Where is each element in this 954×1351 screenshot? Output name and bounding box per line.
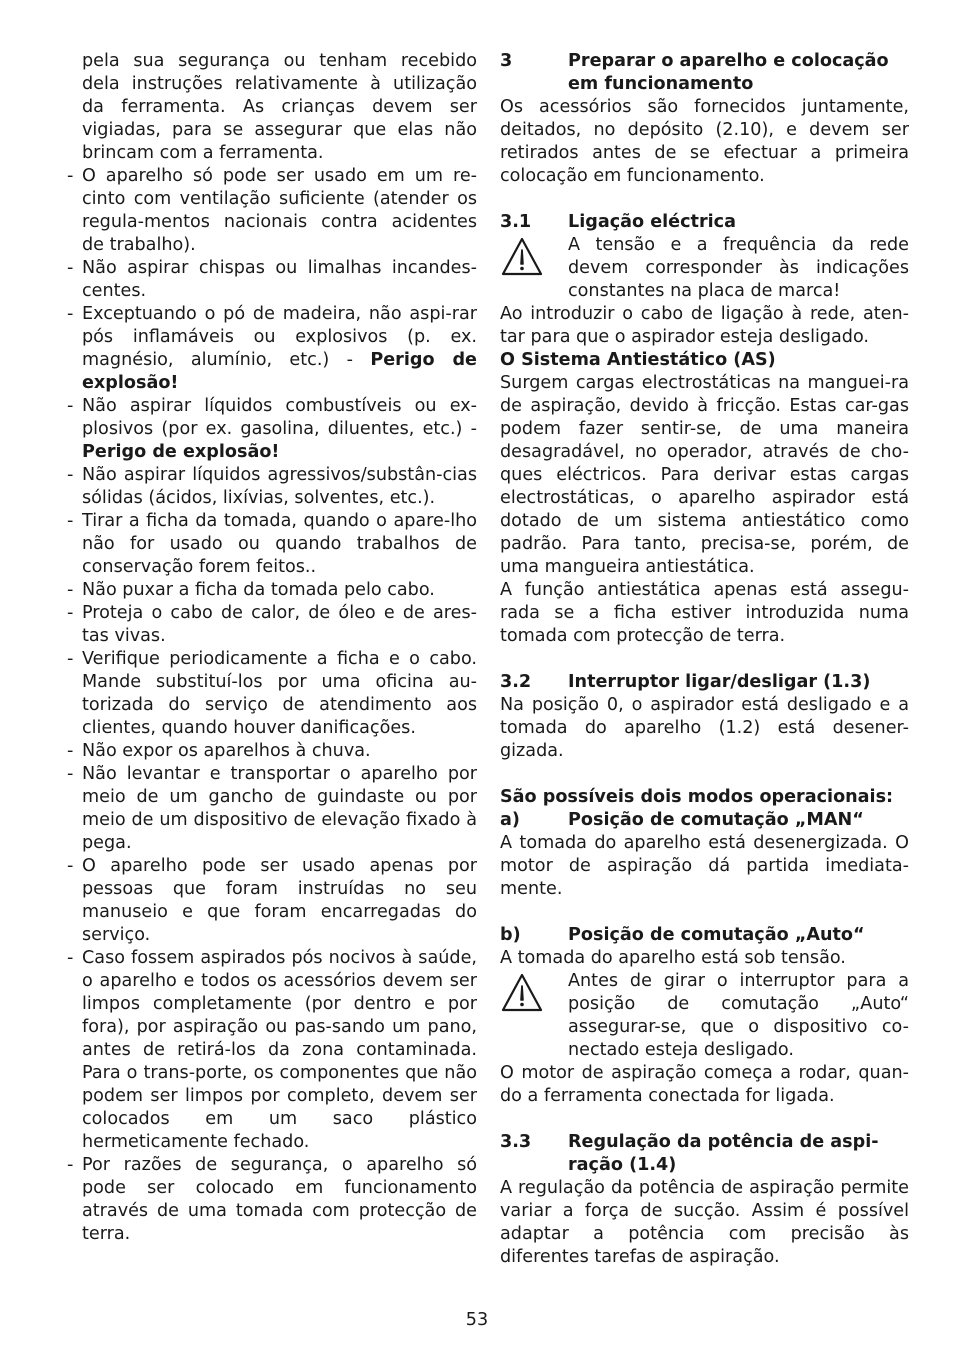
list-item-text: Proteja o cabo de calor, de óleo e de ares-tas vivas. <box>82 603 477 646</box>
list-item-text: Verifique periodicamente a ficha e o cabo. Mande substituí-los por uma oficina au-torizada do serviço de atendimento aos clientes, quando houver danificações. <box>82 649 477 738</box>
list-item <box>67 648 477 740</box>
list-item-text: Caso fossem aspirados pós nocivos à saúde, o aparelho e todos os acessórios devem ser limpos completamente (por dentro e por fora), por aspiração ou pas-sando um pano, antes de retirá-los da zona contaminada. Para o trans-porte, os componentes que não podem ser limpos por completo, devem ser colocados em um saco plástico hermeticamente fechado. <box>82 948 477 1152</box>
mode-a-heading <box>500 809 909 832</box>
list-item-text: Não aspirar chispas ou limalhas incandes-centes. <box>82 258 477 301</box>
section-title: Regulação da potência de aspi-ração (1.4) <box>568 1132 879 1175</box>
list-item-text: Tirar a ficha da tomada, quando o apare-lho não for usado ou quando trabalhos de conservação forem feitos.. <box>82 511 477 577</box>
list-item <box>67 303 477 395</box>
list-item-text: Não expor os aparelhos à chuva. <box>82 741 371 761</box>
warning-block <box>500 234 909 303</box>
list-dash: - <box>67 511 74 531</box>
mode-title: Posição de comutação „MAN“ <box>568 810 864 830</box>
right-column <box>500 50 909 1269</box>
list-dash: - <box>67 1155 74 1175</box>
section-3-3-heading <box>500 1131 909 1177</box>
list-item <box>67 510 477 579</box>
antistatic-body-2: A função antiestática apenas está assegu-rada se a ficha estiver introduzida numa tomada com protecção de terra. <box>500 580 909 646</box>
list-item-text: Não aspirar líquidos combustíveis ou ex-plosivos (por ex. gasolina, diluentes, etc.) - <box>82 396 477 439</box>
section-3-3-body: A regulação da potência de aspiração permite variar a força de sucção. Assim é possível adaptar a potência com precisão às diferentes tarefas de aspiração. <box>500 1178 909 1267</box>
page-number: 53 <box>465 1310 489 1330</box>
list-item <box>67 579 477 602</box>
section-title: Ligação eléctrica <box>568 212 736 232</box>
list-item <box>67 602 477 648</box>
section-number: 3.3 <box>500 1132 532 1152</box>
mode-a-body: A tomada do aparelho está desenergizada. O motor de aspiração dá partida imediata-mente. <box>500 833 909 899</box>
list-item <box>67 855 477 947</box>
list-item-text: Exceptuando o pó de madeira, não aspi-rar pós inflamáveis ou explosivos (p. ex. magnésio, alumínio, etc.) - <box>82 304 477 370</box>
section-3-1-body: Ao introduzir o cabo de ligação à rede, aten-tar para que o aspirador esteja desligado. <box>500 304 909 347</box>
danger-warning: Perigo de explosão! <box>82 350 477 393</box>
list-item-text: Não aspirar líquidos agressivos/substân-cias sólidas (ácidos, lixívias, solventes, etc.). <box>82 465 477 508</box>
list-dash: - <box>67 948 74 968</box>
mode-label: b) <box>500 925 521 945</box>
danger-warning: Perigo de explosão! <box>82 442 280 462</box>
section-3-1-heading <box>500 211 909 234</box>
modes-heading: São possíveis dois modos operacionais: <box>500 787 894 807</box>
list-dash: - <box>67 396 74 416</box>
left-column <box>67 50 477 1246</box>
list-dash: - <box>67 764 74 784</box>
mode-label: a) <box>500 810 520 830</box>
section-3-2-heading <box>500 671 909 694</box>
mode-b-heading <box>500 924 909 947</box>
paragraph-continuation: pela sua segurança ou tenham recebido dela instruções relativamente à utilização da ferramenta. As crianças devem ser vigiadas, para se assegurar que elas não brincam com a ferramenta. <box>82 51 477 163</box>
list-dash: - <box>67 166 74 186</box>
antistatic-heading: O Sistema Antiestático (AS) <box>500 350 776 370</box>
list-item-text: Não puxar a ficha da tomada pelo cabo. <box>82 580 435 600</box>
section-3-2-body: Na posição 0, o aspirador está desligado e a tomada do aparelho (1.2) está desener-gizada. <box>500 695 909 761</box>
list-dash: - <box>67 465 74 485</box>
list-item-text: O aparelho só pode ser usado em um re-cinto com ventilação suficiente (atender os regula-mentos nacionais contra acidentes de trabalho). <box>82 166 477 255</box>
section-title: Interruptor ligar/desligar (1.3) <box>568 672 871 692</box>
list-item <box>67 763 477 855</box>
list-item <box>67 1154 477 1246</box>
section-number: 3 <box>500 51 513 71</box>
mode-title: Posição de comutação „Auto“ <box>568 925 865 945</box>
list-item-text: Por razões de segurança, o aparelho só pode ser colocado em funcionamento através de uma tomada com protecção de terra. <box>82 1155 477 1244</box>
warning-triangle-icon <box>500 972 544 1014</box>
warning-text: Antes de girar o interruptor para a posição de comutação „Auto“ assegurar-se, que o dispositivo co-nectado esteja desligado. <box>568 971 909 1060</box>
list-item <box>67 257 477 303</box>
safety-list <box>67 165 477 1246</box>
list-item <box>67 947 477 1154</box>
list-item <box>67 740 477 763</box>
list-dash: - <box>67 304 74 324</box>
list-item-text: Não levantar e transportar o aparelho por meio de um gancho de guindaste ou por meio de um dispositivo de elevação fixado à pega. <box>82 764 477 853</box>
mode-b-body: A tomada do aparelho está sob tensão. <box>500 948 846 968</box>
warning-text: A tensão e a frequência da rede devem corresponder às indicações constantes na placa de marca! <box>568 235 909 301</box>
antistatic-body: Surgem cargas electrostáticas na manguei-ra de aspiração, devido à fricção. Estas car-gas podem fazer sentir-se, de uma maneira desagradável, no operador, através de cho-ques eléctricos. Para derivar estas cargas electrostáticas, o aparelho aspirador está dotado de um sistema antiestático como padrão. Para tanto, precisa-se, porém, de uma mangueira antiestática. <box>500 373 909 577</box>
list-item <box>67 165 477 257</box>
list-item-text: O aparelho pode ser usado apenas por pessoas que foram instruídas no seu manuseio e que foram encarregadas do serviço. <box>82 856 477 945</box>
list-item <box>67 395 477 464</box>
list-dash: - <box>67 603 74 623</box>
section-3-heading <box>500 50 909 96</box>
list-item <box>67 464 477 510</box>
list-dash: - <box>67 741 74 761</box>
section-title: Preparar o aparelho e colocação em funcionamento <box>568 51 889 94</box>
list-dash: - <box>67 580 74 600</box>
warning-triangle-icon <box>500 236 544 278</box>
section-number: 3.2 <box>500 672 532 692</box>
warning-block <box>500 970 909 1062</box>
section-number: 3.1 <box>500 212 532 232</box>
list-dash: - <box>67 258 74 278</box>
mode-b-body-2: O motor de aspiração começa a rodar, quan-do a ferramenta conectada for ligada. <box>500 1063 909 1106</box>
list-dash: - <box>67 649 74 669</box>
section-3-body: Os acessórios são fornecidos juntamente, deitados, no depósito (2.10), e devem ser retirados antes de se efectuar a primeira colocação em funcionamento. <box>500 97 909 186</box>
list-dash: - <box>67 856 74 876</box>
